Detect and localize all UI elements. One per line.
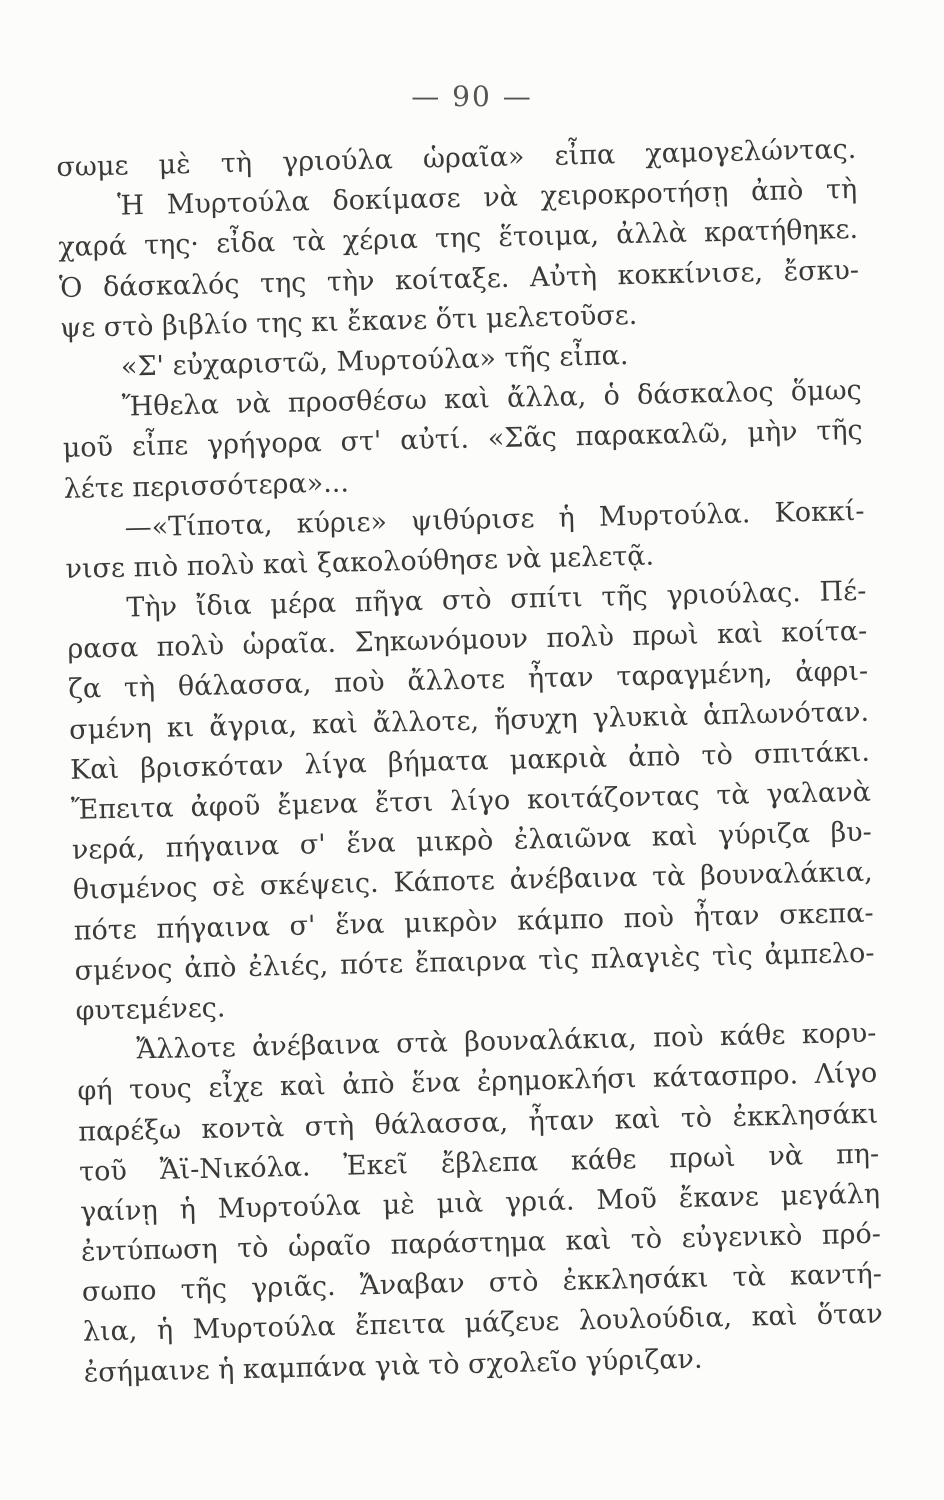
text-line: Ἡ Μυρτούλα δοκίμασε νὰ χειροκροτήσῃ ἀπὸ τὴ <box>116 174 858 222</box>
text-line: ἐντύπωση τὸ ὡραῖο παράστημα καὶ τὸ εὐγενικὸ πρό- <box>80 1218 882 1268</box>
text-line: τοῦ Ἄϊ-Νικόλα. Ἐκεῖ ἔβλεπα κάθε πρωὶ νὰ πη- <box>78 1138 880 1188</box>
text-line: νισε πιὸ πολὺ καὶ ξακολούθησε νὰ μελετᾷ. <box>65 540 655 585</box>
text-line: «Σ' εὐχαριστῶ, Μυρτούλα» τῆς εἶπα. <box>120 340 629 383</box>
text-line: σμένος ἀπὸ ἐλιές, πότε ἔπαιρνα τὶς πλαγιὲς τὶς ἀμπελο- <box>74 937 875 987</box>
text-line: νερά, πήγαινα σ' ἕνα μικρὸ ἐλαιῶνα καὶ γύριζα βυ- <box>71 816 873 867</box>
text-line: Τὴν ἴδια μέρα πῆγα στὸ σπίτι τῆς γριούλας. Πέ- <box>126 575 867 624</box>
text-line: ζα τὴ θάλασσα, ποὺ ἄλλοτε ἦταν ταραγμένη, ἀφρι- <box>67 656 869 706</box>
text-line: θισμένος σὲ σκέψεις. Κάποτε ἀνέβαινα τὰ βουναλάκια, <box>72 857 873 907</box>
text-line: χαρά της· εἶδα τὰ χέρια της ἕτοιμα, ἀλλὰ κρατήθηκε. <box>57 214 859 264</box>
page-number: — 90 — <box>411 80 533 113</box>
text-line: σωμε μὲ τὴ γριούλα ὡραῖα» εἶπα χαμογελώντας. <box>56 133 857 183</box>
text-line: σωπο τῆς γριᾶς. Ἄναβαν στὸ ἐκκλησάκι τὰ καντή- <box>81 1258 883 1308</box>
text-line: παρέξω κοντὰ στὴ θάλασσα, ἦταν καὶ τὸ ἐκκλησάκι <box>77 1098 879 1148</box>
text-line: μοῦ εἶπε γρήγορα στ' αὐτί. «Σᾶς παρακαλῶ, μὴν τῆς <box>62 415 863 465</box>
text-line: πότε πήγαινα σ' ἕνα μικρὸν κάμπο ποὺ ἦταν σκεπα- <box>73 897 874 947</box>
text-line: —«Τίποτα, κύριε» ψιθύρισε ἡ Μυρτούλα. Κοκκί- <box>124 495 865 544</box>
text-line: φυτεμένες. <box>75 992 226 1027</box>
text-line: λέτε περισσότερα»... <box>63 466 350 505</box>
text-line: Ἤθελα νὰ προσθέσω καὶ ἄλλα, ὁ δάσκαλος ὅμως <box>121 374 863 423</box>
text-line: σμένη κι ἄγρια, καὶ ἄλλοτε, ἥσυχη γλυκιὰ ἁπλωνόταν. <box>68 696 870 746</box>
text-line: ἐσήμαινε ἡ καμπάνα γιὰ τὸ σχολεῖο γύριζαν. <box>83 1343 703 1389</box>
text-line: ρασα πολὺ ὡραῖα. Σηκωνόμουν πολὺ πρωὶ καὶ κοίτα- <box>67 615 868 666</box>
text-line: Ἔπειτα ἀφοῦ ἔμενα ἔτσι λίγο κοιτάζοντας τὰ γαλανὰ <box>70 776 872 826</box>
text-line: Ὁ δάσκαλός της τὴν κοίταξε. Αὐτὴ κοκκίνισε, ἔσκυ- <box>58 254 860 304</box>
text-line: Ἄλλοτε ἀνέβαινα στὰ βουναλάκια, ποὺ κάθε κορυ- <box>136 1017 877 1066</box>
text-line: ψε στὸ βιβλίο της κι ἔκανε ὅτι μελετοῦσε. <box>59 299 638 344</box>
text-line: Καὶ βρισκόταν λίγα βήματα μακριὰ ἀπὸ τὸ σπιτάκι. <box>69 736 871 786</box>
body-text <box>56 130 884 1394</box>
text-line: γαίνῃ ἡ Μυρτούλα μὲ μιὰ γριά. Μοῦ ἔκανε μεγάλη <box>79 1178 881 1228</box>
text-line: λια, ἡ Μυρτούλα ἔπειτα μάζευε λουλούδια, καὶ ὅταν <box>82 1298 884 1349</box>
text-line: φή τους εἶχε καὶ ἀπὸ ἕνα ἐρημοκλήσι κάτασπρο. Λίγο <box>77 1057 878 1108</box>
